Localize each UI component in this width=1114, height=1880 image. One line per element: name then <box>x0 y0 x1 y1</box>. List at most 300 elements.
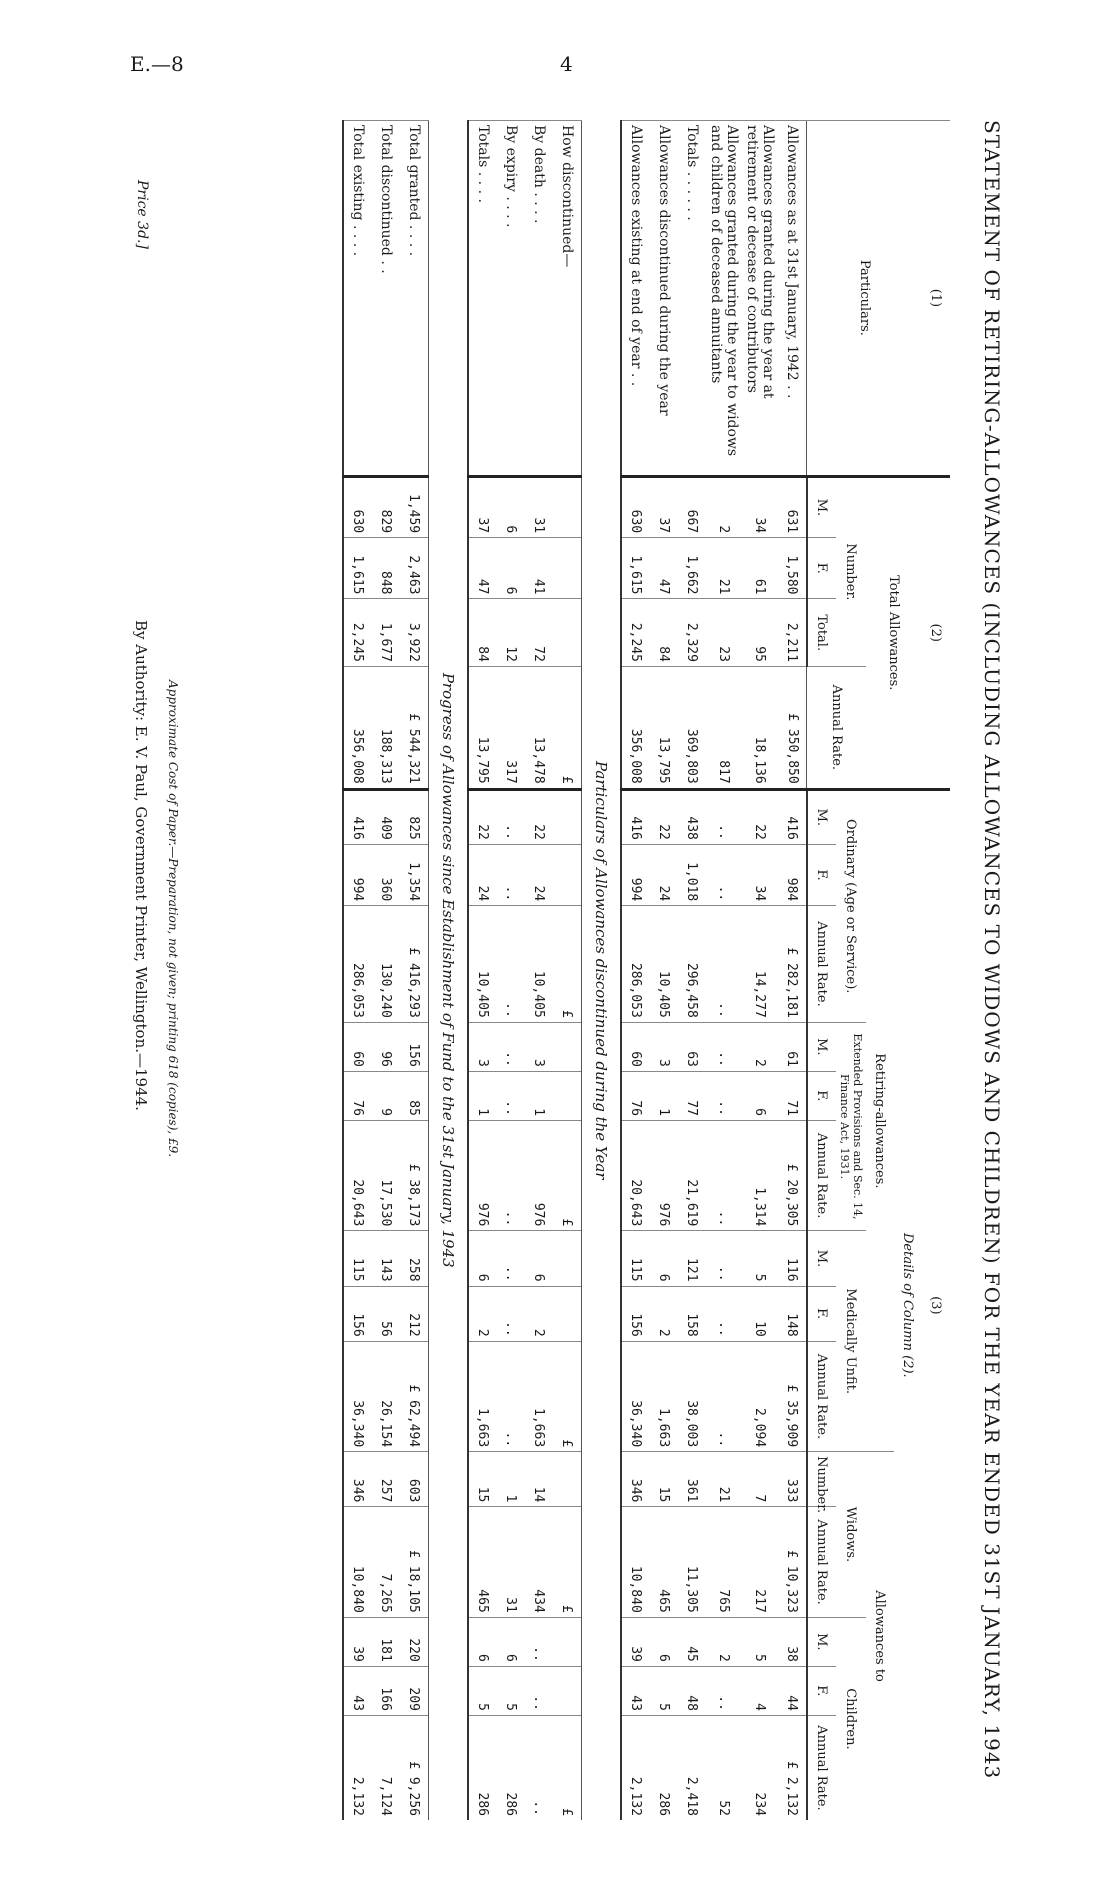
table-cell: £ 282,181 <box>778 906 807 1023</box>
table-cell: .. <box>525 1617 553 1666</box>
table-cell: 7,265 <box>372 1507 400 1617</box>
table-row <box>497 121 525 1821</box>
table-cell: 369,803 <box>678 666 706 789</box>
table-cell: £ <box>553 1715 582 1820</box>
children-heading: Children. <box>836 1617 866 1820</box>
table-cell: 85 <box>400 1071 429 1120</box>
table-cell <box>553 789 582 844</box>
table-cell: 6 <box>468 1617 497 1666</box>
table-cell: £ <box>553 1341 582 1451</box>
allowances-table <box>342 120 950 1820</box>
table-cell: 829 <box>372 476 400 537</box>
table-cell: 166 <box>372 1666 400 1715</box>
table-cell: 37 <box>650 476 678 537</box>
table-cell: 43 <box>343 1666 372 1715</box>
table-cell: 2,211 <box>778 599 807 666</box>
table-cell: 1 <box>497 1452 525 1507</box>
table-cell: 1,615 <box>621 538 650 599</box>
table-cell: 1,662 <box>678 538 706 599</box>
section-discontinued-title: Particulars of Allowances discontinued during the Year <box>592 760 610 1180</box>
table-cell: 13,795 <box>650 666 678 789</box>
table-cell: 21,619 <box>678 1120 706 1230</box>
table-cell: 2,245 <box>343 599 372 666</box>
table-cell: 148 <box>778 1286 807 1341</box>
page-code: E.—8 <box>130 52 184 76</box>
table-cell: 36,340 <box>621 1341 650 1451</box>
table-row <box>343 121 372 1821</box>
table-cell: 45 <box>678 1617 706 1666</box>
table-cell: .. <box>706 1341 742 1451</box>
table-cell: 48 <box>678 1666 706 1715</box>
table-cell <box>553 1286 582 1341</box>
table-cell: 6 <box>497 538 525 599</box>
table-cell: 416 <box>778 789 807 844</box>
table-cell: 765 <box>706 1507 742 1617</box>
table-cell: 7 <box>742 1452 778 1507</box>
table-cell: 38 <box>778 1617 807 1666</box>
number-heading-total: Number. <box>836 476 866 666</box>
page-number: 4 <box>560 52 573 76</box>
table-cell: 416 <box>621 789 650 844</box>
table-cell: 158 <box>678 1286 706 1341</box>
table-cell: 13,795 <box>468 666 497 789</box>
table-cell: 817 <box>706 666 742 789</box>
table-cell: 71 <box>778 1071 807 1120</box>
table-cell: 115 <box>621 1231 650 1286</box>
table-row <box>706 121 742 1821</box>
medically-unfit-heading: Medically Unfit. <box>836 1231 866 1452</box>
table-cell: 2 <box>706 1617 742 1666</box>
table-cell: 2 <box>742 1022 778 1071</box>
table-cell: 14,277 <box>742 906 778 1023</box>
table-cell: 36,340 <box>343 1341 372 1451</box>
table-cell: 39 <box>343 1617 372 1666</box>
row-label: By expiry . . . . <box>497 121 525 477</box>
row-label: Totals . . . . . . <box>678 121 706 477</box>
table-cell: 3 <box>468 1022 497 1071</box>
table-cell: 26,154 <box>372 1341 400 1451</box>
table-cell: 52 <box>706 1715 742 1820</box>
particulars-heading: Particulars. <box>807 121 922 477</box>
f-heading: F. <box>807 1071 836 1120</box>
table-cell: .. <box>525 1715 553 1820</box>
table-cell: 76 <box>343 1071 372 1120</box>
table-cell: 220 <box>400 1617 429 1666</box>
table-cell: 60 <box>343 1022 372 1071</box>
table-cell: 61 <box>778 1022 807 1071</box>
table-cell: 6 <box>468 1231 497 1286</box>
table-cell: .. <box>706 1666 742 1715</box>
table-cell: .. <box>525 1666 553 1715</box>
table-cell <box>553 844 582 905</box>
table-cell: 76 <box>621 1071 650 1120</box>
table-cell: 346 <box>621 1452 650 1507</box>
table-cell: £ 62,494 <box>400 1341 429 1451</box>
table-cell: .. <box>497 844 525 905</box>
table-cell: 5 <box>742 1231 778 1286</box>
table-cell: 41 <box>525 538 553 599</box>
table-row <box>553 121 582 1821</box>
table-cell <box>553 1617 582 1666</box>
table-cell: 6 <box>650 1231 678 1286</box>
table-cell: 143 <box>372 1231 400 1286</box>
row-label: Allowances granted during the year at retirement or decease of contributors <box>742 121 778 477</box>
table-cell: .. <box>706 1286 742 1341</box>
table-cell: .. <box>706 789 742 844</box>
table-cell: 7,124 <box>372 1715 400 1820</box>
table-cell: 10,405 <box>468 906 497 1023</box>
table-cell: 115 <box>343 1231 372 1286</box>
table-cell: 156 <box>343 1286 372 1341</box>
table-cell: £ 20,305 <box>778 1120 807 1230</box>
table-cell: 1,663 <box>525 1341 553 1451</box>
table-row <box>468 121 497 1821</box>
table-cell: 2 <box>525 1286 553 1341</box>
m-heading: M. <box>807 476 836 537</box>
table-cell: 18,136 <box>742 666 778 789</box>
table-cell: .. <box>706 1022 742 1071</box>
table-cell: 409 <box>372 789 400 844</box>
table-cell: 24 <box>650 844 678 905</box>
table-cell: 95 <box>742 599 778 666</box>
table-cell: 5 <box>497 1666 525 1715</box>
table-cell: 10,405 <box>650 906 678 1023</box>
retiring-allowances-heading: Retiring-allowances. <box>866 789 894 1451</box>
table-cell: 296,458 <box>678 906 706 1023</box>
table-cell: 44 <box>778 1666 807 1715</box>
table-cell: 188,313 <box>372 666 400 789</box>
table-cell: 5 <box>742 1617 778 1666</box>
table-cell: 286 <box>468 1715 497 1820</box>
table-cell <box>553 1452 582 1507</box>
table-cell: 15 <box>650 1452 678 1507</box>
table-cell: 5 <box>650 1666 678 1715</box>
table-cell: 346 <box>343 1452 372 1507</box>
table-cell <box>553 599 582 666</box>
table-cell <box>553 538 582 599</box>
table-cell: 286,053 <box>343 906 372 1023</box>
row-label: By death . . . . <box>525 121 553 477</box>
table-cell: 20,643 <box>621 1120 650 1230</box>
table-cell: 976 <box>468 1120 497 1230</box>
table-cell: £ 350,850 <box>778 666 807 789</box>
row-label: Allowances as at 31st January, 1942 . . <box>778 121 807 477</box>
table-cell: 1 <box>525 1071 553 1120</box>
table-cell: 34 <box>742 476 778 537</box>
table-cell: 667 <box>678 476 706 537</box>
table-cell: 5 <box>468 1666 497 1715</box>
progress-rows <box>343 121 429 1821</box>
table-cell: 84 <box>650 599 678 666</box>
table-cell: 360 <box>372 844 400 905</box>
table-cell: 258 <box>400 1231 429 1286</box>
row-label: Total existing . . . . <box>343 121 372 477</box>
table-cell <box>553 476 582 537</box>
table-cell: 38,003 <box>678 1341 706 1451</box>
table-cell: 116 <box>778 1231 807 1286</box>
table-cell: 14 <box>525 1452 553 1507</box>
discontinued-rows <box>468 121 582 1821</box>
table-cell: 17,530 <box>372 1120 400 1230</box>
table-cell: 2 <box>706 476 742 537</box>
table-cell: 356,008 <box>621 666 650 789</box>
annual-rate-heading: Annual Rate. <box>807 906 836 1023</box>
row-label: Allowances existing at end of year . . <box>621 121 650 477</box>
f-heading: F. <box>807 1666 836 1715</box>
table-cell: 465 <box>650 1507 678 1617</box>
table-cell: .. <box>706 844 742 905</box>
table-cell: £ 38,173 <box>400 1120 429 1230</box>
row-label: How discontinued— <box>553 121 582 477</box>
table-cell: .. <box>497 789 525 844</box>
table-cell: 61 <box>742 538 778 599</box>
table-cell: 2,245 <box>621 599 650 666</box>
m-heading: M. <box>807 1617 836 1666</box>
table-cell: 72 <box>525 599 553 666</box>
col1-number: (1) <box>922 121 950 477</box>
table-cell: 10,840 <box>343 1507 372 1617</box>
row-label: Total granted . . . . <box>400 121 429 477</box>
table-cell: .. <box>706 1120 742 1230</box>
table-cell: 12 <box>497 599 525 666</box>
table-cell: 1 <box>468 1071 497 1120</box>
table-cell: 10 <box>742 1286 778 1341</box>
table-cell: 84 <box>468 599 497 666</box>
authority-line: By Authority: E. V. Paul, Government Printer, Wellington.—1944. <box>132 620 150 1111</box>
table-cell: 156 <box>621 1286 650 1341</box>
statement-title: STATEMENT OF RETIRING-ALLOWANCES (INCLUDING ALLOWANCES TO WIDOWS AND CHILDREN) FOR THE YEAR ENDED 31ST JANUARY, 1943 <box>980 120 1004 1780</box>
table-cell: 34 <box>742 844 778 905</box>
table-cell: 96 <box>372 1022 400 1071</box>
table-cell: 6 <box>650 1617 678 1666</box>
rotated-page <box>120 120 1010 1820</box>
ordinary-heading: Ordinary (Age or Service). <box>836 789 866 1022</box>
table-cell: 31 <box>525 476 553 537</box>
table-cell: 2,132 <box>621 1715 650 1820</box>
table-cell: 465 <box>468 1507 497 1617</box>
table-cell: 2,329 <box>678 599 706 666</box>
m-heading: M. <box>807 789 836 844</box>
annual-rate-heading-total: Annual Rate. <box>807 666 866 789</box>
widows-heading: Widows. <box>836 1452 866 1618</box>
table-cell: .. <box>497 1071 525 1120</box>
section-progress-title: Progress of Allowances since Establishment of Fund to the 31st January, 1943 <box>439 672 457 1268</box>
annual-rate-heading: Annual Rate. <box>807 1341 836 1451</box>
table-cell: 181 <box>372 1617 400 1666</box>
table-cell: 217 <box>742 1507 778 1617</box>
table-cell: 21 <box>706 1452 742 1507</box>
table-cell: 212 <box>400 1286 429 1341</box>
table-cell: 1,580 <box>778 538 807 599</box>
total-heading: Total. <box>807 599 836 666</box>
table-cell: 1,663 <box>468 1341 497 1451</box>
table-cell: 63 <box>678 1022 706 1071</box>
table-cell: .. <box>497 1286 525 1341</box>
table-cell: 77 <box>678 1071 706 1120</box>
table-cell: 47 <box>650 538 678 599</box>
number-heading: Number. <box>807 1452 836 1507</box>
table-cell: .. <box>706 1231 742 1286</box>
table-cell: 6 <box>497 476 525 537</box>
table-cell: 1,677 <box>372 599 400 666</box>
table-cell <box>553 1071 582 1120</box>
table-cell: 2 <box>468 1286 497 1341</box>
table-cell: .. <box>497 1231 525 1286</box>
table-cell: 257 <box>372 1452 400 1507</box>
table-cell: 286 <box>497 1715 525 1820</box>
table-cell: .. <box>706 906 742 1023</box>
table-row <box>678 121 706 1821</box>
table-cell <box>553 1022 582 1071</box>
table-cell <box>553 1231 582 1286</box>
table-cell: £ <box>553 666 582 789</box>
table-cell: £ <box>553 906 582 1023</box>
table-cell: 2 <box>650 1286 678 1341</box>
table-cell: 356,008 <box>343 666 372 789</box>
table-cell: 6 <box>525 1231 553 1286</box>
row-label: Totals . . . . <box>468 121 497 477</box>
table-cell: £ 35,909 <box>778 1341 807 1451</box>
table-cell: 9 <box>372 1071 400 1120</box>
table-cell: 22 <box>650 789 678 844</box>
table-cell: 994 <box>343 844 372 905</box>
table-cell: 10,405 <box>525 906 553 1023</box>
table-cell: 22 <box>742 789 778 844</box>
table-cell: 1,459 <box>400 476 429 537</box>
cost-note: Approximate Cost of Paper.—Preparation, not given; printing 618 (copies), £9. <box>166 680 180 1158</box>
table-cell: 21 <box>706 538 742 599</box>
table-cell: 630 <box>621 476 650 537</box>
row-label: Allowances granted during the year to widows and children of deceased annuitants <box>706 121 742 477</box>
table-cell: 24 <box>525 844 553 905</box>
table-cell: 22 <box>525 789 553 844</box>
table-cell: 603 <box>400 1452 429 1507</box>
table-cell: .. <box>497 1341 525 1451</box>
table-cell: 130,240 <box>372 906 400 1023</box>
f-heading: F. <box>807 1286 836 1341</box>
table-cell: 156 <box>400 1022 429 1071</box>
table-cell: 20,643 <box>343 1120 372 1230</box>
table-cell: 31 <box>497 1507 525 1617</box>
table-cell: 2,094 <box>742 1341 778 1451</box>
f-heading: F. <box>807 844 836 905</box>
table-cell: £ 9,256 <box>400 1715 429 1820</box>
row-label: Allowances discontinued during the year <box>650 121 678 477</box>
f-heading: F. <box>807 538 836 599</box>
table-cell: 10,840 <box>621 1507 650 1617</box>
table-cell: 47 <box>468 538 497 599</box>
table-cell: 286,053 <box>621 906 650 1023</box>
table-cell: 438 <box>678 789 706 844</box>
table-cell: 6 <box>497 1617 525 1666</box>
table-row <box>400 121 429 1821</box>
table-cell: 37 <box>468 476 497 537</box>
table-cell: 1,018 <box>678 844 706 905</box>
total-allowances-heading: Total Allowances. <box>866 476 922 789</box>
table-cell: 15 <box>468 1452 497 1507</box>
table-cell: .. <box>706 1071 742 1120</box>
table-cell: 825 <box>400 789 429 844</box>
table-cell: 24 <box>468 844 497 905</box>
table-row <box>778 121 807 1821</box>
extended-heading: Extended Provisions and Sec. 14, Finance Act, 1931. <box>836 1022 866 1231</box>
table-cell: 2,463 <box>400 538 429 599</box>
table-cell: 23 <box>706 599 742 666</box>
table-cell: 1,314 <box>742 1120 778 1230</box>
table-cell: 317 <box>497 666 525 789</box>
m-heading: M. <box>807 1231 836 1286</box>
table-cell <box>553 1666 582 1715</box>
annual-rate-heading: Annual Rate. <box>807 1715 836 1820</box>
table-cell: 361 <box>678 1452 706 1507</box>
table-cell: 39 <box>621 1617 650 1666</box>
table-cell: 1,615 <box>343 538 372 599</box>
table-cell: .. <box>497 906 525 1023</box>
table-cell: 60 <box>621 1022 650 1071</box>
table-cell: 333 <box>778 1452 807 1507</box>
table-cell: 984 <box>778 844 807 905</box>
table-row <box>525 121 553 1821</box>
annual-rate-heading: Annual Rate. <box>807 1507 836 1617</box>
table-cell: 121 <box>678 1231 706 1286</box>
table-cell: 3 <box>525 1022 553 1071</box>
table-cell: 434 <box>525 1507 553 1617</box>
table-cell: 13,478 <box>525 666 553 789</box>
table-cell: £ 10,323 <box>778 1507 807 1617</box>
table-cell: 286 <box>650 1715 678 1820</box>
row-label: Total discontinued . . <box>372 121 400 477</box>
price-note: Price 3d.] <box>134 180 150 249</box>
table-cell: 2,132 <box>343 1715 372 1820</box>
table-cell: 994 <box>621 844 650 905</box>
table-cell: £ <box>553 1120 582 1230</box>
table-cell: £ 18,105 <box>400 1507 429 1617</box>
table-cell: 2,418 <box>678 1715 706 1820</box>
table-cell: 6 <box>742 1071 778 1120</box>
annual-rate-heading: Annual Rate. <box>807 1120 836 1230</box>
table-cell: 43 <box>621 1666 650 1715</box>
table-cell: 630 <box>343 476 372 537</box>
table-cell: 56 <box>372 1286 400 1341</box>
table-row <box>621 121 650 1821</box>
main-rows <box>621 121 807 1821</box>
details-heading: Details of Column (2). <box>894 789 922 1820</box>
table-cell: £ 544,321 <box>400 666 429 789</box>
table-cell: 3 <box>650 1022 678 1071</box>
col2-number: (2) <box>922 476 950 789</box>
table-cell: .. <box>497 1120 525 1230</box>
table-cell: 11,305 <box>678 1507 706 1617</box>
table-cell: 631 <box>778 476 807 537</box>
table-cell: 209 <box>400 1666 429 1715</box>
table-cell: £ 416,293 <box>400 906 429 1023</box>
table-cell: 3,922 <box>400 599 429 666</box>
table-cell: 976 <box>650 1120 678 1230</box>
table-cell: 4 <box>742 1666 778 1715</box>
table-row <box>742 121 778 1821</box>
table-row <box>650 121 678 1821</box>
table-cell: 1 <box>650 1071 678 1120</box>
m-heading: M. <box>807 1022 836 1071</box>
table-row <box>372 121 400 1821</box>
table-cell: 1,663 <box>650 1341 678 1451</box>
table-cell: .. <box>497 1022 525 1071</box>
table-cell: £ 2,132 <box>778 1715 807 1820</box>
table-cell: 848 <box>372 538 400 599</box>
table-cell: 416 <box>343 789 372 844</box>
table-cell: 976 <box>525 1120 553 1230</box>
table-cell: 1,354 <box>400 844 429 905</box>
